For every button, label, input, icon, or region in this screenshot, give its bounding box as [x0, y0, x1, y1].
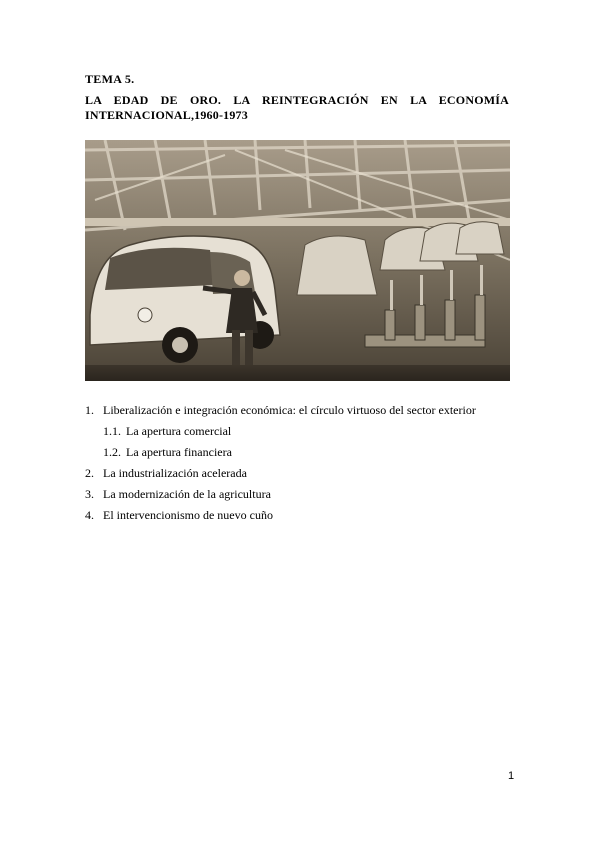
toc-text: Liberalización e integración económica: el círculo virtuoso del sector exterior	[103, 403, 476, 417]
chapter-title: LA EDAD DE ORO. LA REINTEGRACIÓN EN LA ECONOMÍA INTERNACIONAL,1960-1973	[85, 93, 509, 122]
toc-text: La apertura comercial	[126, 424, 232, 438]
toc-number: 2.	[85, 466, 94, 480]
chapter-label: TEMA 5.	[85, 72, 135, 86]
toc-text: La industrialización acelerada	[103, 466, 247, 480]
toc-text: La modernización de la agricultura	[103, 487, 271, 501]
toc-text: El intervencionismo de nuevo cuño	[103, 508, 273, 522]
toc-number: 1.1.	[103, 424, 121, 438]
toc-text: La apertura financiera	[126, 445, 232, 459]
toc-number: 3.	[85, 487, 94, 501]
page-number: 1	[508, 770, 515, 782]
toc-number: 1.	[85, 403, 94, 417]
toc-number: 4.	[85, 508, 94, 522]
factory-photo	[85, 140, 510, 381]
toc-number: 1.2.	[103, 445, 121, 459]
